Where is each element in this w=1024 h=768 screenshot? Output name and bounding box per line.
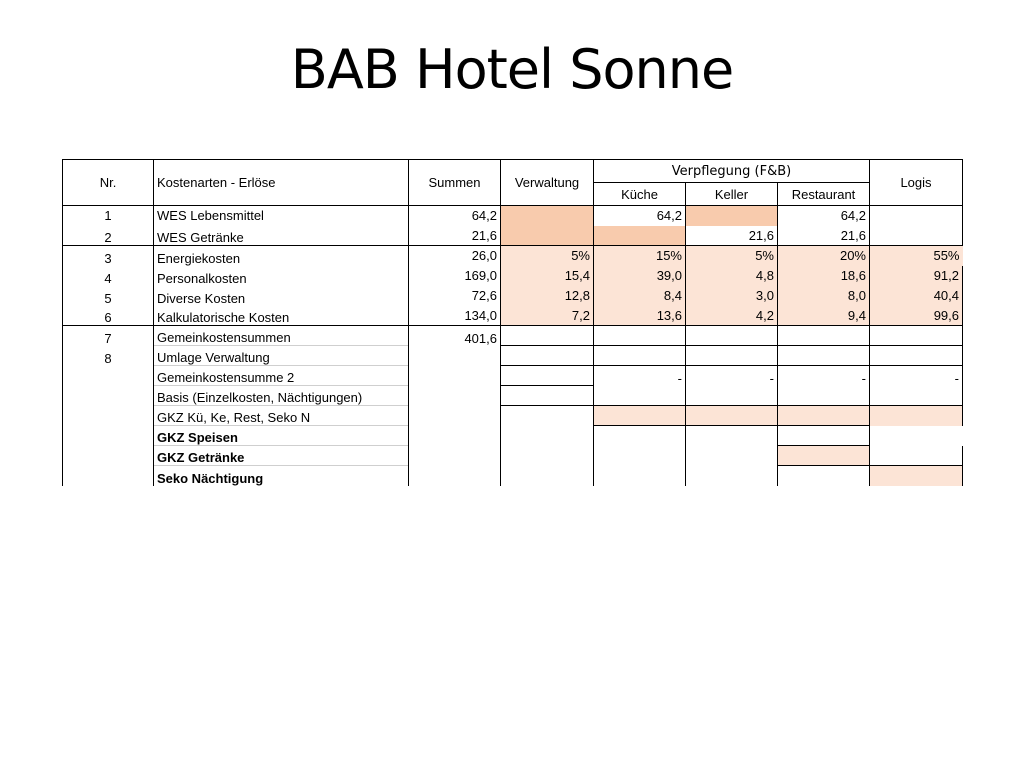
table-row <box>63 306 963 326</box>
row-label: Seko Nächtigung <box>154 466 409 486</box>
row-restaurant <box>778 446 870 466</box>
row-verwaltung <box>501 226 594 246</box>
row-label: GKZ Speisen <box>154 426 409 446</box>
row-kueche <box>594 326 686 346</box>
row-logis: 99,6 <box>870 306 963 326</box>
table-row <box>63 246 963 266</box>
header-keller: Keller <box>686 183 778 206</box>
row-verwaltung: 12,8 <box>501 286 594 306</box>
row-summe: 21,6 <box>409 226 501 246</box>
row-label: Energiekosten <box>154 246 409 266</box>
row-label: WES Lebensmittel <box>154 206 409 226</box>
row-nr: 2 <box>63 226 154 246</box>
row-keller <box>686 406 778 426</box>
row-label: Gemeinkostensummen <box>154 326 409 346</box>
row-summe <box>409 426 501 446</box>
header-kueche: Küche <box>594 183 686 206</box>
row-nr: 7 <box>63 326 154 346</box>
row-summe: 134,0 <box>409 306 501 326</box>
table-row <box>63 226 963 246</box>
bab-table <box>62 159 963 486</box>
header-verwaltung: Verwaltung <box>501 160 594 206</box>
row-verwaltung <box>501 466 594 486</box>
row-logis <box>870 326 963 346</box>
row-restaurant: 8,0 <box>778 286 870 306</box>
row-nr <box>63 406 154 426</box>
row-nr: 8 <box>63 346 154 366</box>
row-keller <box>686 386 778 406</box>
row-kueche: - <box>594 366 686 386</box>
table-row <box>63 266 963 286</box>
row-summe: 169,0 <box>409 266 501 286</box>
table-row <box>63 426 963 446</box>
row-summe: 64,2 <box>409 206 501 226</box>
row-kueche: 39,0 <box>594 266 686 286</box>
row-logis <box>870 466 963 486</box>
table-row <box>63 206 963 226</box>
row-label: Gemeinkostensumme 2 <box>154 366 409 386</box>
row-summe: 401,6 <box>409 326 501 346</box>
table-row <box>63 346 963 366</box>
row-keller <box>686 326 778 346</box>
row-logis <box>870 386 963 406</box>
row-keller: 5% <box>686 246 778 266</box>
row-keller: 21,6 <box>686 226 778 246</box>
row-restaurant <box>778 326 870 346</box>
row-keller: 4,2 <box>686 306 778 326</box>
row-logis <box>870 206 963 226</box>
table-row <box>63 286 963 306</box>
row-keller: 3,0 <box>686 286 778 306</box>
row-verwaltung: 5% <box>501 246 594 266</box>
row-keller <box>686 346 778 366</box>
row-verwaltung <box>501 386 594 406</box>
row-keller <box>686 426 778 446</box>
header-kostenarten: Kostenarten - Erlöse <box>154 160 409 206</box>
row-kueche: 64,2 <box>594 206 686 226</box>
table-row <box>63 406 963 426</box>
row-label: WES Getränke <box>154 226 409 246</box>
row-label: Diverse Kosten <box>154 286 409 306</box>
row-nr <box>63 426 154 446</box>
row-keller: 4,8 <box>686 266 778 286</box>
row-restaurant <box>778 406 870 426</box>
header-summen: Summen <box>409 160 501 206</box>
row-kueche <box>594 466 686 486</box>
row-restaurant: 9,4 <box>778 306 870 326</box>
header-nr: Nr. <box>63 160 154 206</box>
row-summe <box>409 346 501 366</box>
row-label: Umlage Verwaltung <box>154 346 409 366</box>
table-row <box>63 466 963 486</box>
row-nr: 1 <box>63 206 154 226</box>
row-label: Kalkulatorische Kosten <box>154 306 409 326</box>
row-kueche <box>594 346 686 366</box>
row-logis: 40,4 <box>870 286 963 306</box>
row-kueche <box>594 426 686 446</box>
row-keller: - <box>686 366 778 386</box>
row-kueche <box>594 386 686 406</box>
row-restaurant <box>778 386 870 406</box>
row-logis <box>870 406 963 426</box>
row-verwaltung: 15,4 <box>501 266 594 286</box>
row-logis <box>870 226 963 246</box>
row-restaurant: 18,6 <box>778 266 870 286</box>
row-summe: 72,6 <box>409 286 501 306</box>
row-summe: 26,0 <box>409 246 501 266</box>
row-nr: 4 <box>63 266 154 286</box>
row-verwaltung <box>501 446 594 466</box>
row-verwaltung <box>501 366 594 386</box>
row-logis <box>870 346 963 366</box>
row-logis <box>870 446 963 466</box>
row-label: GKZ Kü, Ke, Rest, Seko N <box>154 406 409 426</box>
row-verwaltung <box>501 426 594 446</box>
row-nr: 6 <box>63 306 154 326</box>
row-nr <box>63 446 154 466</box>
row-label: GKZ Getränke <box>154 446 409 466</box>
row-summe <box>409 386 501 406</box>
slide-title: BAB Hotel Sonne <box>290 38 734 101</box>
row-verwaltung <box>501 206 594 226</box>
row-summe <box>409 366 501 386</box>
row-restaurant <box>778 426 870 446</box>
header-restaurant: Restaurant <box>778 183 870 206</box>
header-verpflegung: Verpflegung (F&B) <box>594 160 870 183</box>
header-row-1 <box>63 160 963 183</box>
row-summe <box>409 406 501 426</box>
row-logis: 55% <box>870 246 963 266</box>
row-verwaltung <box>501 326 594 346</box>
row-logis: 91,2 <box>870 266 963 286</box>
row-kueche: 13,6 <box>594 306 686 326</box>
row-restaurant <box>778 466 870 486</box>
row-summe <box>409 446 501 466</box>
row-kueche <box>594 406 686 426</box>
row-nr: 5 <box>63 286 154 306</box>
row-kueche: 8,4 <box>594 286 686 306</box>
row-kueche: 15% <box>594 246 686 266</box>
row-keller <box>686 206 778 226</box>
row-label: Personalkosten <box>154 266 409 286</box>
row-kueche <box>594 446 686 466</box>
row-restaurant: 64,2 <box>778 206 870 226</box>
row-verwaltung <box>501 406 594 426</box>
row-restaurant <box>778 346 870 366</box>
row-keller <box>686 466 778 486</box>
table-row <box>63 326 963 346</box>
row-restaurant: - <box>778 366 870 386</box>
row-nr <box>63 386 154 406</box>
row-nr <box>63 366 154 386</box>
table-row <box>63 366 963 386</box>
row-nr: 3 <box>63 246 154 266</box>
header-logis: Logis <box>870 160 963 206</box>
row-keller <box>686 446 778 466</box>
table-row <box>63 446 963 466</box>
table-row <box>63 386 963 406</box>
row-summe <box>409 466 501 486</box>
row-restaurant: 21,6 <box>778 226 870 246</box>
row-kueche <box>594 226 686 246</box>
row-verwaltung <box>501 346 594 366</box>
row-restaurant: 20% <box>778 246 870 266</box>
row-nr <box>63 466 154 486</box>
row-label: Basis (Einzelkosten, Nächtigungen) <box>154 386 409 406</box>
row-logis <box>870 426 963 446</box>
row-verwaltung: 7,2 <box>501 306 594 326</box>
row-logis: - <box>870 366 963 386</box>
